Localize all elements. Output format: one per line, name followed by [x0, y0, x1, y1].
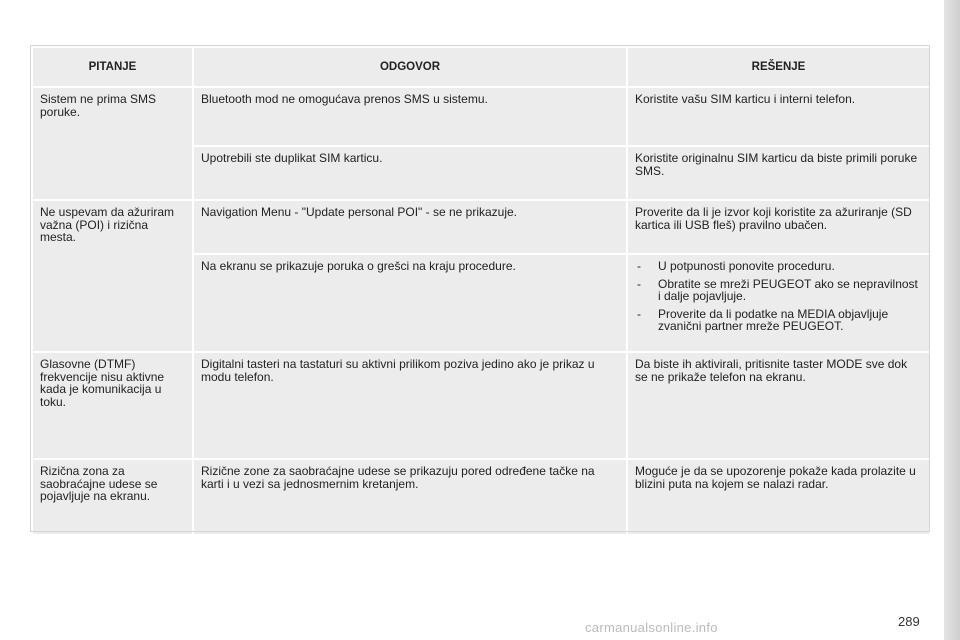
table-header-row	[32, 47, 930, 87]
table-row	[32, 352, 930, 459]
page-edge	[944, 0, 960, 640]
question-cell: Sistem ne prima SMS poruke.	[32, 87, 193, 200]
header-answer: ODGOVOR	[193, 47, 627, 87]
question-cell: Glasovne (DTMF) frekvencije nisu aktivne kada je komunikacija u toku.	[32, 352, 193, 459]
answer-cell: Na ekranu se prikazuje poruka o grešci na kraju procedure.	[193, 254, 627, 352]
question-cell: Ne uspevam da ažuriram važna (POI) i rizična mesta.	[32, 200, 193, 352]
table-row	[32, 459, 930, 535]
answer-cell: Upotrebili ste duplikat SIM karticu.	[193, 146, 627, 200]
solution-cell: Koristite vašu SIM karticu i interni telefon.	[627, 87, 930, 146]
answer-cell: Navigation Menu - "Update personal POI" - se ne prikazuje.	[193, 200, 627, 254]
solution-cell	[627, 254, 930, 352]
solution-list	[635, 260, 922, 333]
page-number: 289	[898, 614, 920, 629]
answer-cell: Rizične zone za saobraćajne udese se prikazuju pored određene tačke na karti i u vezi sa jednosmernim kretanjem.	[193, 459, 627, 535]
watermark: carmanualsonline.info	[585, 620, 718, 635]
solution-cell: Da biste ih aktivirali, pritisnite taster MODE sve dok se ne prikaže telefon na ekranu.	[627, 352, 930, 459]
solution-cell: Proverite da li je izvor koji koristite za ažuriranje (SD kartica ili USB fleš) pravilno ubačen.	[627, 200, 930, 254]
question-cell: Rizična zona za saobraćajne udese se pojavljuje na ekranu.	[32, 459, 193, 535]
list-item: - U potpunosti ponovite proceduru.	[635, 260, 922, 273]
table-row	[32, 87, 930, 146]
solution-cell: Koristite originalnu SIM karticu da biste primili poruke SMS.	[627, 146, 930, 200]
answer-cell: Digitalni tasteri na tastaturi su aktivni prilikom poziva jedino ako je prikaz u modu telefon.	[193, 352, 627, 459]
list-item: - Proverite da li podatke na MEDIA objavljuje zvanični partner mreže PEUGEOT.	[635, 308, 922, 333]
header-question: PITANJE	[32, 47, 193, 87]
list-item: - Obratite se mreži PEUGEOT ako se nepravilnost i dalje pojavljuje.	[635, 278, 922, 303]
answer-cell: Bluetooth mod ne omogućava prenos SMS u sistemu.	[193, 87, 627, 146]
table-row	[32, 200, 930, 254]
header-solution: REŠENJE	[627, 47, 930, 87]
solution-cell: Moguće je da se upozorenje pokaže kada prolazite u blizini puta na kojem se nalazi radar.	[627, 459, 930, 535]
faq-table	[31, 46, 931, 536]
